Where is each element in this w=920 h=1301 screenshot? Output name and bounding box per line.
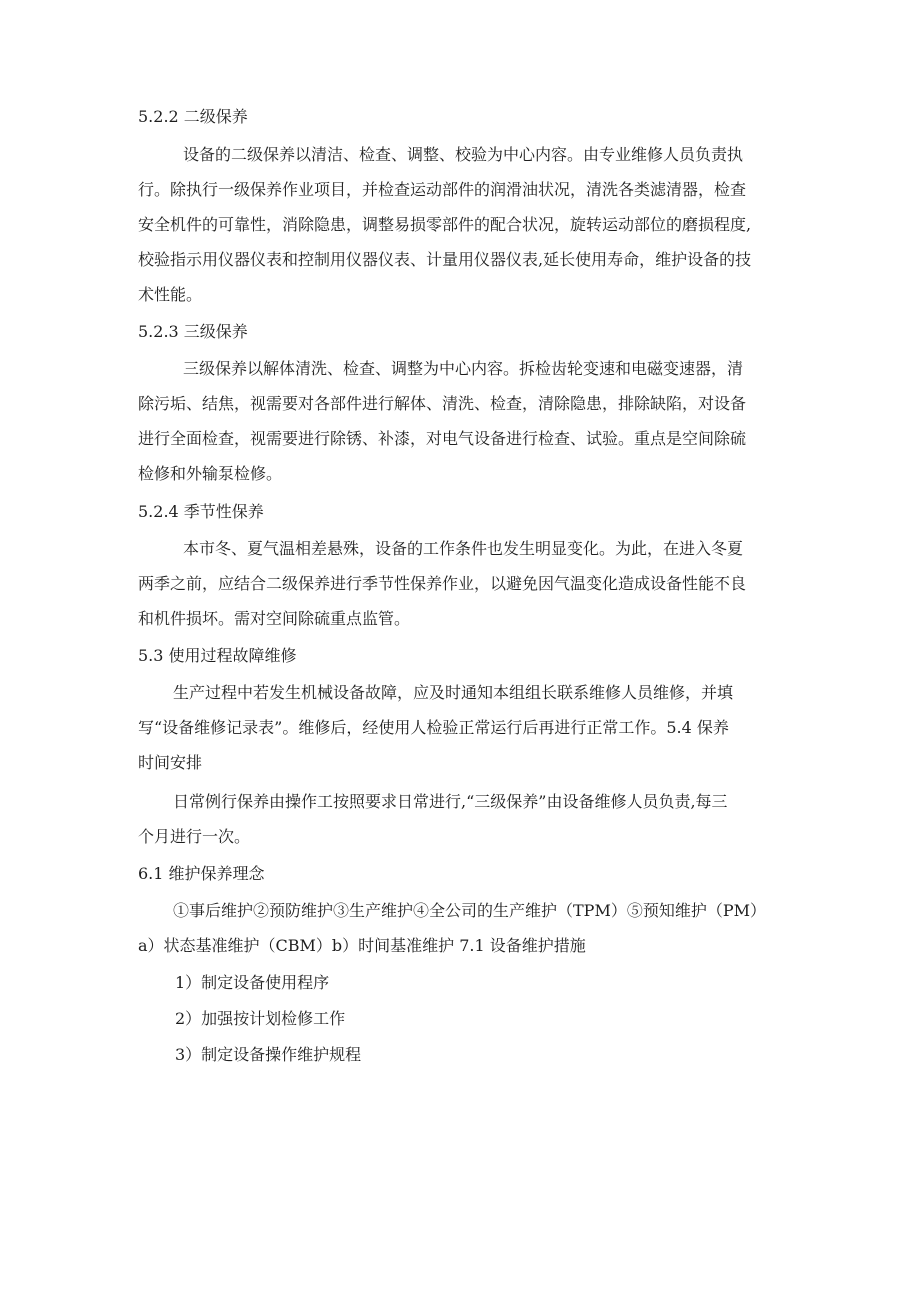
section-heading-5-2-3: 5.2.3 三级保养 xyxy=(138,322,248,341)
list-item: 3）制定设备操作维护规程 xyxy=(175,1045,362,1064)
paragraph-line: 和机件损坏。需对空间除硫重点监管。 xyxy=(138,609,411,628)
paragraph-line: 检修和外输泵检修。 xyxy=(138,464,283,483)
paragraph-line: 时间安排 xyxy=(138,753,203,772)
paragraph-line: 安全机件的可靠性，消除隐患，调整易损零部件的配合状况，旋转运动部位的磨损程度, xyxy=(138,215,752,234)
section-heading-5-3: 5.3 使用过程故障维修 xyxy=(138,646,297,665)
paragraph-line: 本市冬、夏气温相差悬殊，设备的工作条件也发生明显变化。为此，在进入冬夏 xyxy=(183,539,744,558)
section-heading-5-2-2: 5.2.2 二级保养 xyxy=(138,107,248,126)
paragraph-line: 日常例行保养由操作工按照要求日常进行,“三级保养”由设备维修人员负责,每三 xyxy=(173,792,728,811)
paragraph-line: 除污垢、结焦，视需要对各部件进行解体、清洗、检查，清除隐患，排除缺陷，对设备 xyxy=(138,394,747,413)
paragraph-line: 写“设备维修记录表”。维修后，经使用人检验正常运行后再进行正常工作。5.4 保养 xyxy=(138,718,729,737)
paragraph-line: 校验指示用仪器仪表和控制用仪器仪表、计量用仪器仪表,延长使用寿命，维护设备的技 xyxy=(138,250,752,269)
paragraph-line: 行。除执行一级保养作业项目，并检查运动部件的润滑油状况，清洗各类滤清器，检查 xyxy=(138,180,747,199)
paragraph-line: 三级保养以解体清洗、检查、调整为中心内容。拆检齿轮变速和电磁变速器，清 xyxy=(183,359,744,378)
section-heading-5-2-4: 5.2.4 季节性保养 xyxy=(138,502,264,521)
paragraph-line: 进行全面检查，视需要进行除锈、补漆，对电气设备进行检查、试验。重点是空间除硫 xyxy=(138,429,747,448)
list-item: 2）加强按计划检修工作 xyxy=(175,1009,346,1028)
paragraph-line: 两季之前，应结合二级保养进行季节性保养作业，以避免因气温变化造成设备性能不良 xyxy=(138,574,747,593)
paragraph-line: ①事后维护②预防维护③生产维护④全公司的生产维护（TPM）⑤预知维护（PM） xyxy=(173,901,766,920)
list-item: 1）制定设备使用程序 xyxy=(175,973,330,992)
paragraph-line: 术性能。 xyxy=(138,285,203,304)
paragraph-line: a）状态基准维护（CBM）b）时间基准维护 7.1 设备维护措施 xyxy=(138,936,586,955)
paragraph-line: 设备的二级保养以清洁、检查、调整、校验为中心内容。由专业维修人员负责执 xyxy=(183,145,744,164)
section-heading-6-1: 6.1 维护保养理念 xyxy=(138,864,265,883)
paragraph-line: 个月进行一次。 xyxy=(138,827,251,846)
paragraph-line: 生产过程中若发生机械设备故障，应及时通知本组组长联系维修人员维修，并填 xyxy=(173,683,734,702)
